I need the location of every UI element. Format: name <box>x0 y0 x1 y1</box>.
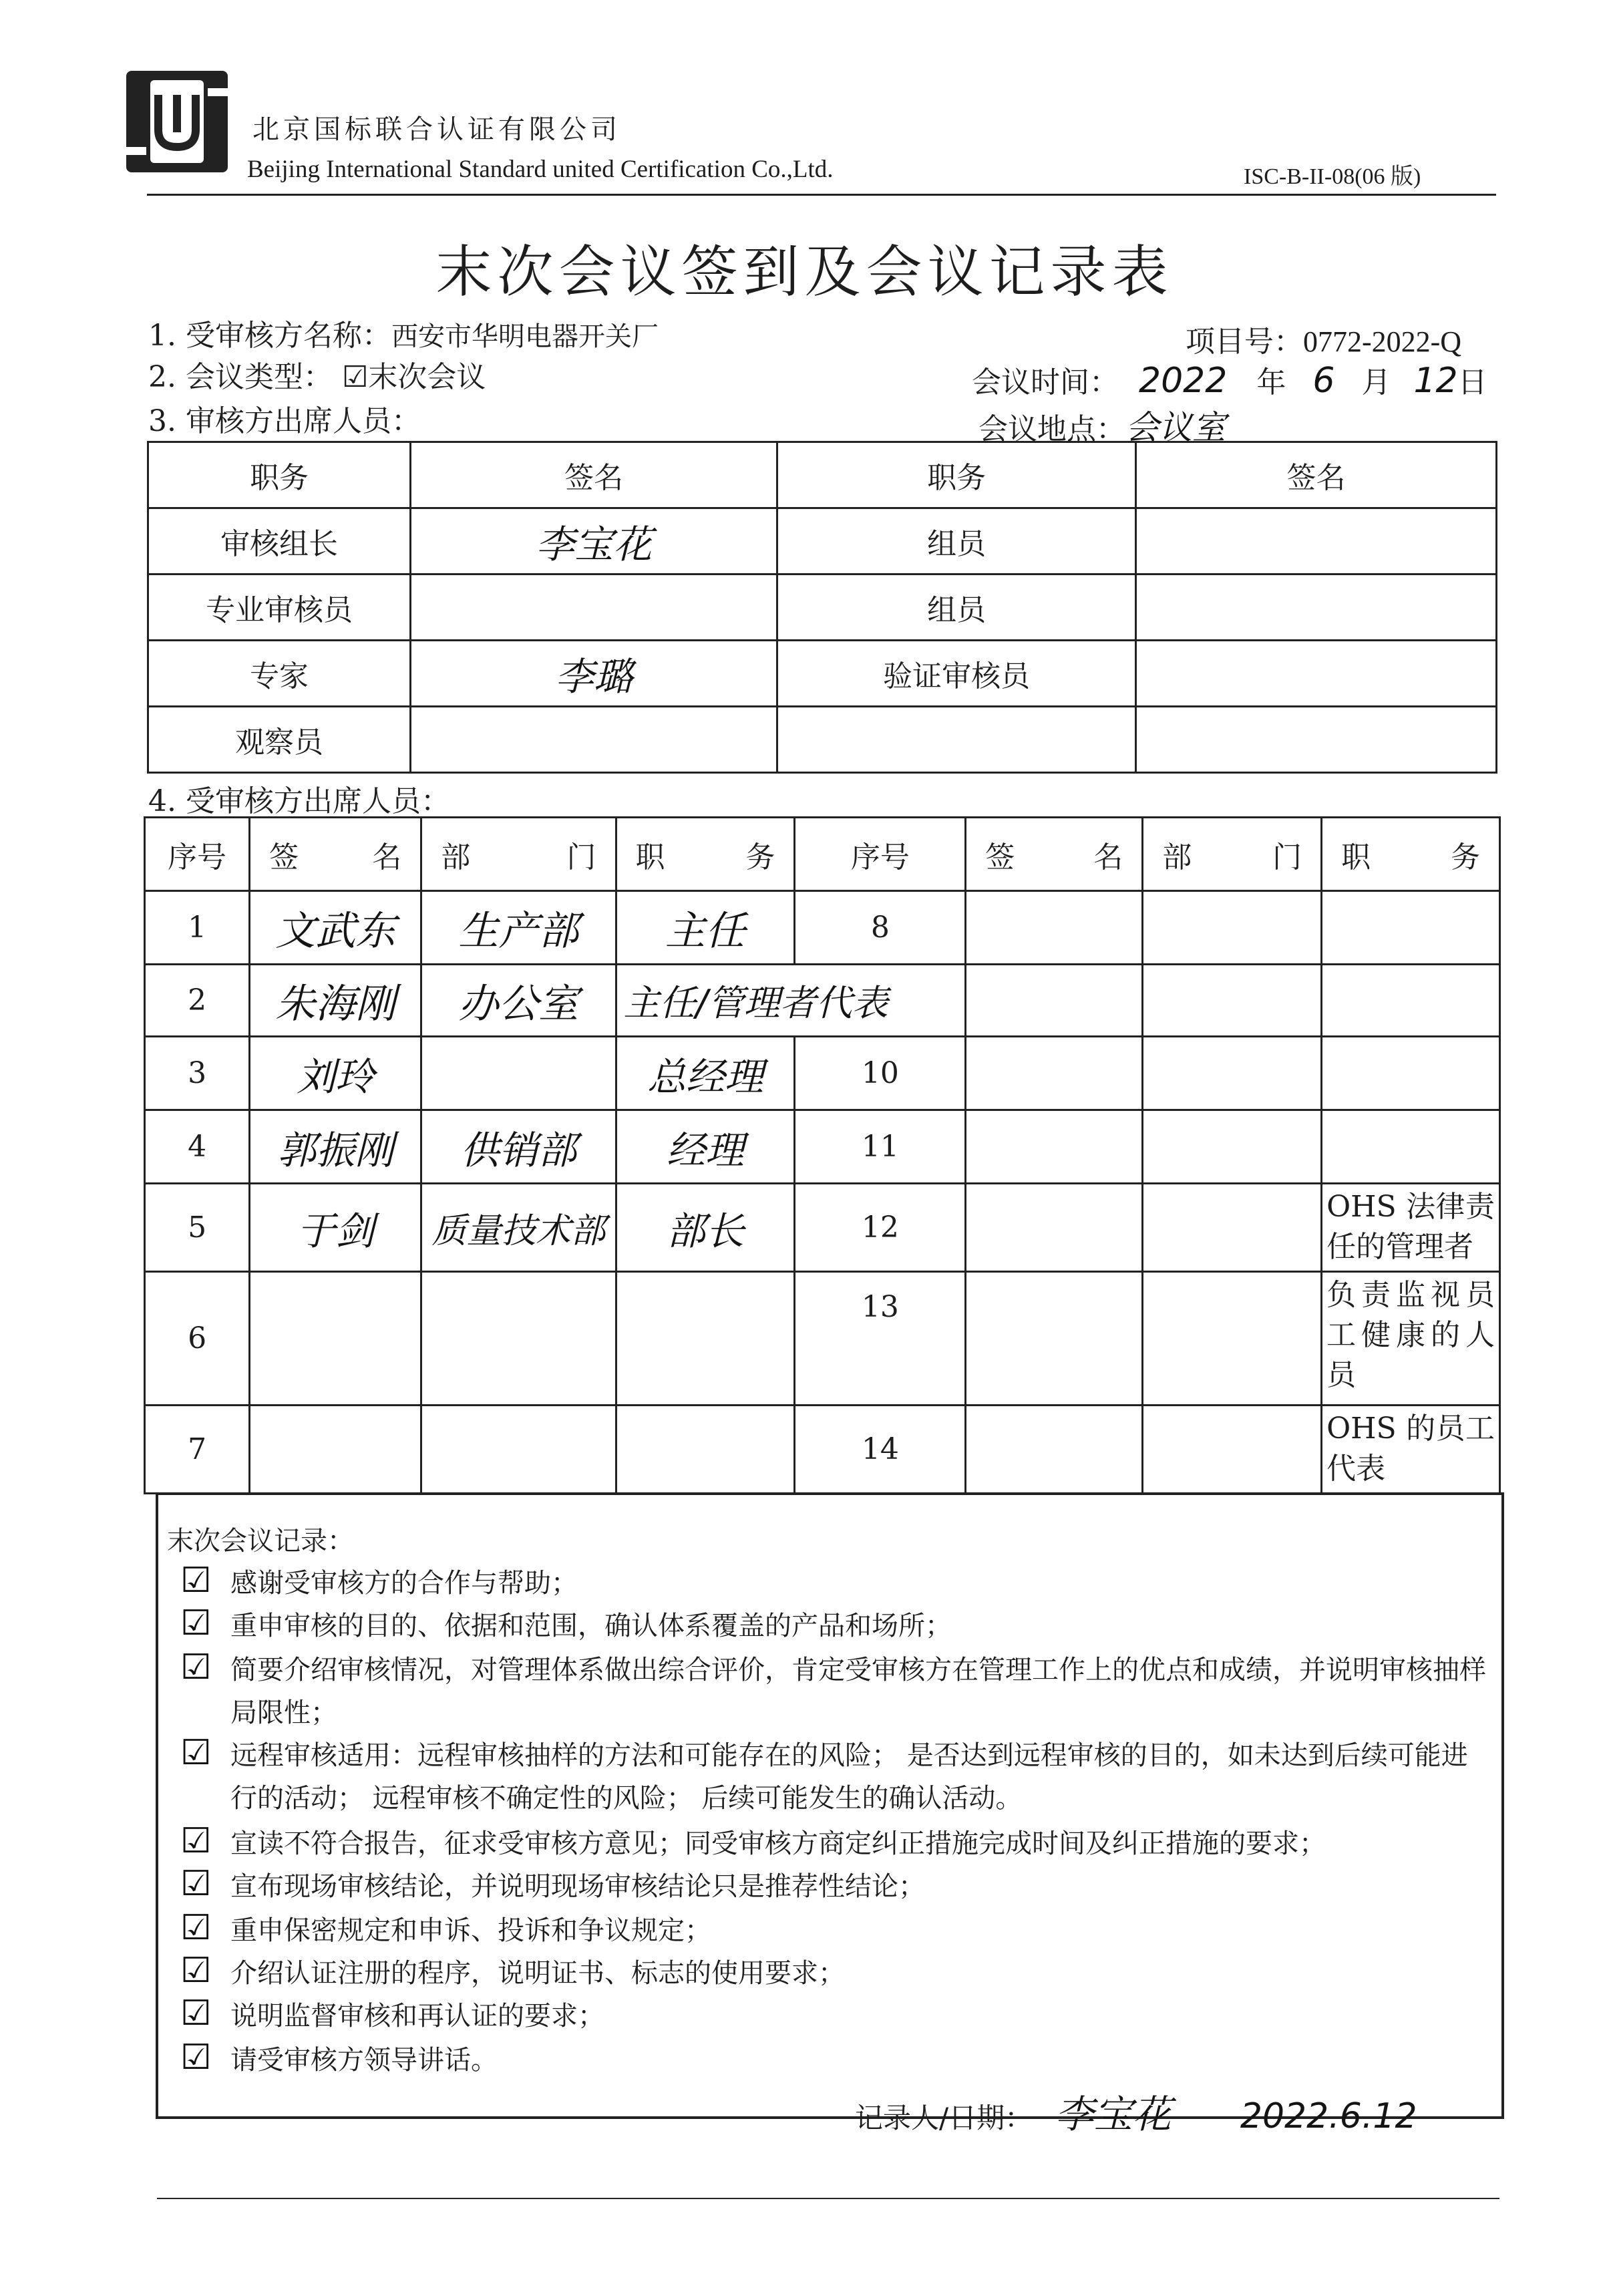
record-item: 简要介绍审核情况，对管理体系做出综合评价，肯定受审核方在管理工作上的优点和成绩，并说明审核抽样局限性； <box>230 1655 1486 1728</box>
row-number: 13 <box>795 1272 966 1406</box>
record-item: 宣布现场审核结论，并说明现场审核结论只是推荐性结论； <box>230 1871 925 1902</box>
table-row <box>145 1406 1500 1494</box>
signature-cell[interactable] <box>1136 641 1497 707</box>
role-cell: 专业审核员 <box>148 575 411 641</box>
row-number: 1 <box>145 891 250 965</box>
title-cell[interactable]: 负责监视员工健康的人员 <box>1322 1272 1500 1406</box>
signature-cell[interactable] <box>1136 707 1497 773</box>
table-row <box>148 707 1497 773</box>
meeting-year: 2022 <box>1139 361 1228 401</box>
record-checkbox[interactable]: ☑ <box>180 1647 212 1687</box>
record-item: 远程审核适用：远程审核抽样的方法和可能存在的风险； 是否达到远程审核的目的，如未达到后续可能进行的活动； 远程审核不确定性的风险； 后续可能发生的确认活动。 <box>230 1740 1468 1814</box>
dept-cell[interactable]: 质量技术部 <box>421 1184 616 1272</box>
header-role-left: 职务 <box>148 442 411 508</box>
title-cell[interactable]: 部长 <box>616 1184 795 1272</box>
signature-cell[interactable]: 李宝花 <box>411 508 777 575</box>
signature-cell[interactable]: 文武东 <box>250 891 421 965</box>
row-number: 5 <box>145 1184 250 1272</box>
audit-team-header-row <box>148 442 1497 508</box>
role-cell: 组员 <box>777 575 1136 641</box>
role-cell: 审核组长 <box>148 508 411 575</box>
dept-cell[interactable] <box>1143 1037 1322 1110</box>
header-no-right: 序号 <box>795 818 966 891</box>
footer-divider <box>157 2198 1499 2199</box>
dept-cell[interactable] <box>1143 1272 1322 1406</box>
auditee-label: 1. 受审核方名称： <box>148 319 391 353</box>
day-label: 日 <box>1457 365 1487 399</box>
title-cell[interactable] <box>1322 1110 1500 1184</box>
recorder-date[interactable]: 2022.6.12 <box>1240 2096 1417 2136</box>
dept-cell[interactable]: 生产部 <box>421 891 616 965</box>
title-cell[interactable] <box>616 1406 795 1494</box>
title-cell[interactable]: 主任/管理者代表 <box>616 965 966 1037</box>
header-title-right: 职 务 <box>1322 818 1500 891</box>
row-number: 10 <box>795 1037 966 1110</box>
row-number: 14 <box>795 1406 966 1494</box>
recorder-line <box>855 2083 1417 2139</box>
record-item: 请受审核方领导讲话。 <box>230 2045 498 2076</box>
meeting-time-line <box>972 358 1487 401</box>
recorder-label: 记录人/日期： <box>855 2102 1033 2134</box>
month-label: 月 <box>1361 365 1391 399</box>
signature-cell[interactable] <box>411 707 777 773</box>
record-item: 重申审核的目的、依据和范围，确认体系覆盖的产品和场所； <box>230 1611 952 1641</box>
signature-cell[interactable] <box>966 1037 1143 1110</box>
project-number: 0772-2022-Q <box>1303 325 1462 358</box>
record-checkbox[interactable]: ☑ <box>180 1951 212 1991</box>
signature-cell[interactable]: 朱海刚 <box>250 965 421 1037</box>
header-role-right: 职务 <box>777 442 1136 508</box>
header-sign-left: 签名 <box>411 442 777 508</box>
record-checkbox[interactable]: ☑ <box>180 1908 212 1948</box>
row-number: 6 <box>145 1272 250 1406</box>
signature-cell[interactable]: 于剑 <box>250 1184 421 1272</box>
auditee-staff-header-row <box>145 818 1500 891</box>
header-dept-right: 部 门 <box>1143 818 1322 891</box>
meeting-month: 6 <box>1312 361 1335 401</box>
row-number: 8 <box>795 891 966 965</box>
signature-cell[interactable]: 刘玲 <box>250 1037 421 1110</box>
dept-cell[interactable]: 办公室 <box>421 965 616 1037</box>
role-cell: 验证审核员 <box>777 641 1136 707</box>
year-label: 年 <box>1256 365 1286 399</box>
meeting-type-line <box>148 353 486 395</box>
title-cell[interactable] <box>1322 891 1500 965</box>
meeting-type-label: 2. 会议类型： <box>148 360 333 394</box>
dept-cell[interactable] <box>1143 1406 1322 1494</box>
auditee-staff-label: 4. 受审核方出席人员： <box>148 784 450 818</box>
signature-cell[interactable] <box>966 1184 1143 1272</box>
signature-cell[interactable] <box>1136 575 1497 641</box>
record-item: 宣读不符合报告，征求受审核方意见；同受审核方商定纠正措施完成时间及纠正措施的要求； <box>230 1828 1326 1859</box>
location-value: 会议室 <box>1125 408 1226 447</box>
meeting-type-checkbox[interactable]: ☑ <box>341 360 369 394</box>
meeting-day: 12 <box>1413 361 1458 401</box>
signature-cell[interactable] <box>1136 508 1497 575</box>
record-item: 感谢受审核方的合作与帮助； <box>230 1568 578 1599</box>
table-row <box>148 508 1497 575</box>
record-item: 介绍认证注册的程序，说明证书、标志的使用要求； <box>230 1958 845 1989</box>
dept-cell[interactable] <box>1143 965 1322 1037</box>
signature-cell[interactable] <box>966 1406 1143 1494</box>
table-row <box>145 1272 1500 1406</box>
header-title: 职 务 <box>616 818 795 891</box>
record-checkbox[interactable]: ☑ <box>180 1561 212 1601</box>
meeting-type-value: 末次会议 <box>368 360 486 394</box>
header-divider <box>147 194 1496 196</box>
project-line <box>1186 317 1461 360</box>
title-cell[interactable] <box>1322 1037 1500 1110</box>
table-row <box>145 965 1500 1037</box>
dept-cell[interactable] <box>1143 1184 1322 1272</box>
row-number: 2 <box>145 965 250 1037</box>
title-cell[interactable]: 主任 <box>616 891 795 965</box>
title-cell[interactable] <box>1322 965 1500 1037</box>
auditee-staff-table <box>144 816 1501 1494</box>
page-title: 末次会议签到及会议记录表 <box>435 239 1174 305</box>
signature-cell[interactable] <box>250 1406 421 1494</box>
record-item: 重申保密规定和申诉、投诉和争议规定； <box>230 1915 711 1946</box>
signature-cell[interactable] <box>966 1272 1143 1406</box>
row-number: 12 <box>795 1184 966 1272</box>
header-no: 序号 <box>145 818 250 891</box>
table-row <box>145 1037 1500 1110</box>
location-label: 会议地点： <box>978 412 1125 446</box>
role-cell: 专家 <box>148 641 411 707</box>
row-number: 11 <box>795 1110 966 1184</box>
signature-cell[interactable] <box>250 1272 421 1406</box>
signature-cell[interactable] <box>966 965 1143 1037</box>
row-number: 3 <box>145 1037 250 1110</box>
audit-team-table <box>147 441 1497 774</box>
dept-cell[interactable] <box>1143 891 1322 965</box>
header-dept: 部 门 <box>421 818 616 891</box>
title-cell[interactable]: OHS 的员工代表 <box>1322 1406 1500 1494</box>
meeting-time-label: 会议时间： <box>972 365 1119 399</box>
signature-cell[interactable] <box>966 891 1143 965</box>
role-cell <box>777 707 1136 773</box>
dept-cell[interactable] <box>421 1037 616 1110</box>
signature-cell[interactable]: 李璐 <box>411 641 777 707</box>
dept-cell[interactable] <box>421 1272 616 1406</box>
table-row <box>148 575 1497 641</box>
role-cell: 观察员 <box>148 707 411 773</box>
document-code: ISC-B-II-08(06 版) <box>1244 164 1421 189</box>
dept-cell[interactable] <box>421 1406 616 1494</box>
header-sign-right: 签 名 <box>966 818 1143 891</box>
signature-cell[interactable] <box>966 1110 1143 1184</box>
company-name-en: Beijing International Standard united Certification Co.,Ltd. <box>247 156 834 183</box>
record-checkbox[interactable]: ☑ <box>180 1864 212 1904</box>
role-cell: 组员 <box>777 508 1136 575</box>
title-cell[interactable]: OHS 法律责任的管理者 <box>1322 1184 1500 1272</box>
record-checkbox[interactable]: ☑ <box>180 1603 212 1643</box>
dept-cell[interactable]: 供销部 <box>421 1110 616 1184</box>
record-checkbox[interactable]: ☑ <box>180 2037 212 2078</box>
title-cell[interactable]: 总经理 <box>616 1037 795 1110</box>
row-number: 4 <box>145 1110 250 1184</box>
header-sign-right: 签名 <box>1136 442 1497 508</box>
company-name-zh: 北京国标联合认证有限公司 <box>252 114 621 145</box>
row-number: 7 <box>145 1406 250 1494</box>
company-logo <box>124 68 230 175</box>
auditee-value: 西安市华明电器开关厂 <box>391 321 659 352</box>
table-row <box>145 1110 1500 1184</box>
table-row <box>145 891 1500 965</box>
project-label: 项目号： <box>1186 325 1303 359</box>
record-checkbox[interactable]: ☑ <box>180 1733 212 1773</box>
header-sign: 签 名 <box>250 818 421 891</box>
auditee-line <box>148 311 659 354</box>
title-cell[interactable] <box>616 1272 795 1406</box>
title-cell[interactable]: 经理 <box>616 1110 795 1184</box>
auditor-staff-label: 3. 审核方出席人员： <box>148 404 421 438</box>
signature-cell[interactable] <box>411 575 777 641</box>
signature-cell[interactable]: 郭振刚 <box>250 1110 421 1184</box>
table-row <box>145 1184 1500 1272</box>
meeting-records-title: 末次会议记录： <box>167 1526 354 1556</box>
record-item: 说明监督审核和再认证的要求； <box>230 2001 604 2031</box>
recorder-signature[interactable]: 李宝花 <box>1055 2092 1172 2137</box>
record-checkbox[interactable]: ☑ <box>180 1993 212 2033</box>
table-row <box>148 641 1497 707</box>
dept-cell[interactable] <box>1143 1110 1322 1184</box>
record-checkbox[interactable]: ☑ <box>180 1821 212 1861</box>
